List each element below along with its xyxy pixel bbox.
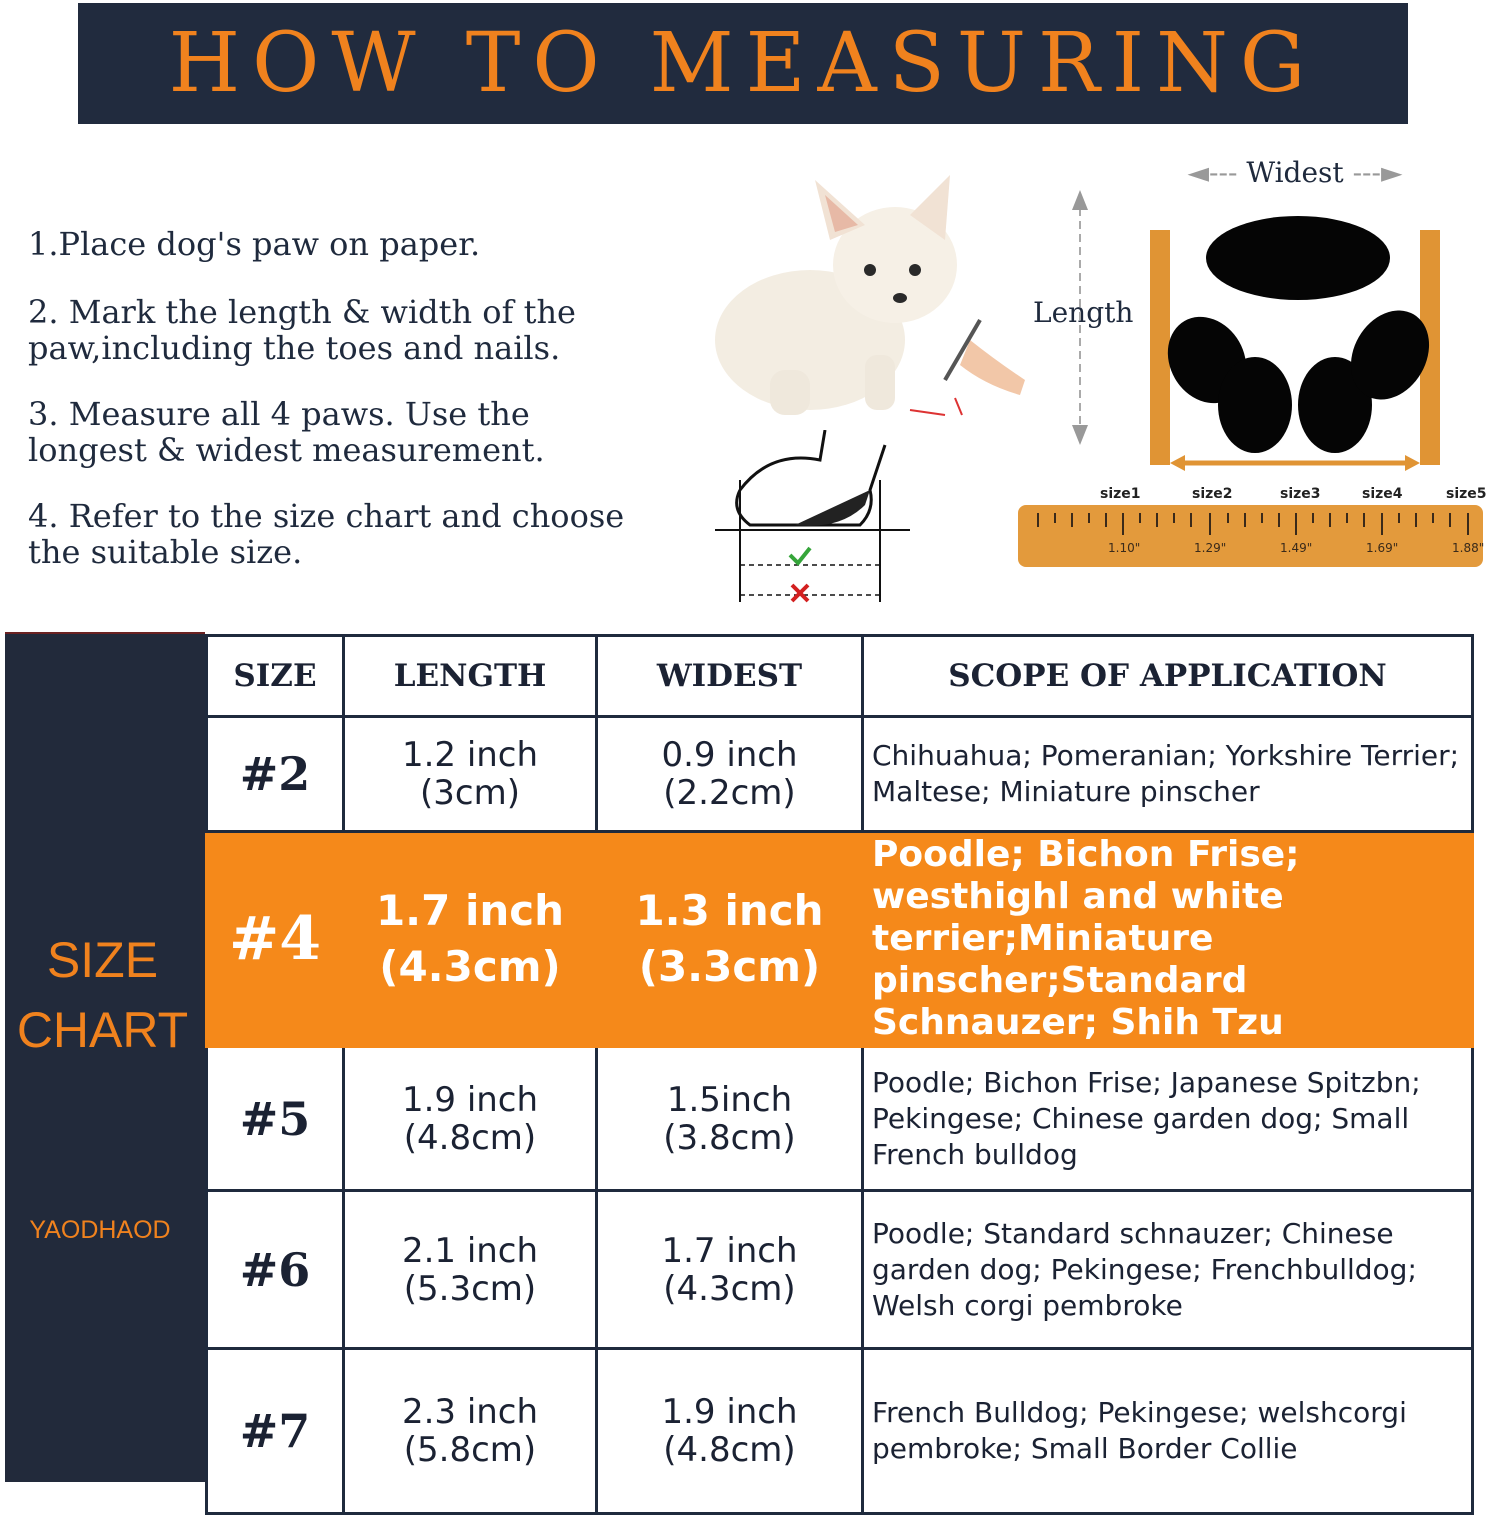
size-chart-title-line2: CHART <box>16 1002 189 1058</box>
ruler-value-1: 1.10" <box>1108 541 1141 555</box>
scope-cell: French Bulldog; Pekingese; welshcorgi pembroke; Small Border Collie <box>863 1349 1473 1514</box>
widest-cell: 1.5inch (3.8cm) <box>597 1047 863 1191</box>
table-row <box>207 1047 1473 1191</box>
table-row <box>207 717 1473 832</box>
ruler-ticks <box>1018 505 1483 567</box>
table-header-row <box>207 636 1473 717</box>
length-cell: 2.1 inch (5.3cm) <box>344 1191 597 1349</box>
ruler-value-3: 1.49" <box>1280 541 1313 555</box>
ruler <box>1018 505 1483 567</box>
dog-measuring-illustration <box>680 170 1030 440</box>
length-cell: 1.7 inch (4.3cm) <box>344 832 597 1047</box>
size-cell: #7 <box>207 1349 344 1514</box>
paw-print-diagram <box>1060 185 1450 485</box>
size-chart-table <box>205 634 1474 1515</box>
size-cell: #5 <box>207 1047 344 1191</box>
length-cell: 2.3 inch (5.8cm) <box>344 1349 597 1514</box>
widest-cell: 1.7 inch (4.3cm) <box>597 1191 863 1349</box>
ruler-size-3: size3 <box>1280 486 1321 502</box>
widest-cell: 1.3 inch (3.3cm) <box>597 832 863 1047</box>
ruler-value-2: 1.29" <box>1194 541 1227 555</box>
length-cell: 1.9 inch (4.8cm) <box>344 1047 597 1191</box>
step-1: 1.Place dog's paw on paper. <box>28 225 481 263</box>
ruler-size-2: size2 <box>1192 486 1233 502</box>
ruler-size-4: size4 <box>1362 486 1403 502</box>
size-chart-title-line1: SIZE <box>46 932 159 988</box>
step-4: 4. Refer to the size chart and choose the suitable size. <box>28 497 625 571</box>
table-row <box>207 1349 1473 1514</box>
scope-cell: Poodle; Bichon Frise; Japanese Spitzbn; Pekingese; Chinese garden dog; Small French bulldog <box>863 1047 1473 1191</box>
ruler-value-4: 1.69" <box>1366 541 1399 555</box>
length-label: Length <box>1033 296 1134 329</box>
widest-cell: 0.9 inch (2.2cm) <box>597 717 863 832</box>
scope-cell: Poodle; Bichon Frise; westhighl and white terrier;Miniature pinscher;Standard Schnauzer; Shih Tzu <box>863 832 1473 1047</box>
widest-label: ◄--- Widest ---► <box>1187 156 1403 189</box>
size-cell: #4 <box>207 832 344 1047</box>
ruler-size-1: size1 <box>1100 486 1141 502</box>
header-scope: SCOPE OF APPLICATION <box>863 636 1473 717</box>
size-cell: #6 <box>207 1191 344 1349</box>
size-chart-title <box>0 925 205 1065</box>
title-banner <box>78 3 1408 124</box>
table-row-highlighted <box>207 832 1473 1047</box>
step-3: 3. Measure all 4 paws. Use the longest & widest measurement. <box>28 395 545 469</box>
page-title: HOW TO MEASURING <box>168 16 1318 111</box>
scope-cell: Poodle; Standard schnauzer; Chinese garden dog; Pekingese; Frenchbulldog; Welsh corgi pembroke <box>863 1191 1473 1349</box>
header-length: LENGTH <box>344 636 597 717</box>
step-2: 2. Mark the length & width of the paw,including the toes and nails. <box>28 293 576 367</box>
ruler-size-5: size5 <box>1446 486 1487 502</box>
brand-label: YAODHAOD <box>29 1216 171 1244</box>
ruler-value-5: 1.88" <box>1452 541 1485 555</box>
length-cell: 1.2 inch (3cm) <box>344 717 597 832</box>
header-size: SIZE <box>207 636 344 717</box>
size-cell: #2 <box>207 717 344 832</box>
scope-cell: Chihuahua; Pomeranian; Yorkshire Terrier; Maltese; Miniature pinscher <box>863 717 1473 832</box>
header-widest: WIDEST <box>597 636 863 717</box>
widest-cell: 1.9 inch (4.8cm) <box>597 1349 863 1514</box>
table-row <box>207 1191 1473 1349</box>
paw-side-diagram <box>710 430 910 610</box>
